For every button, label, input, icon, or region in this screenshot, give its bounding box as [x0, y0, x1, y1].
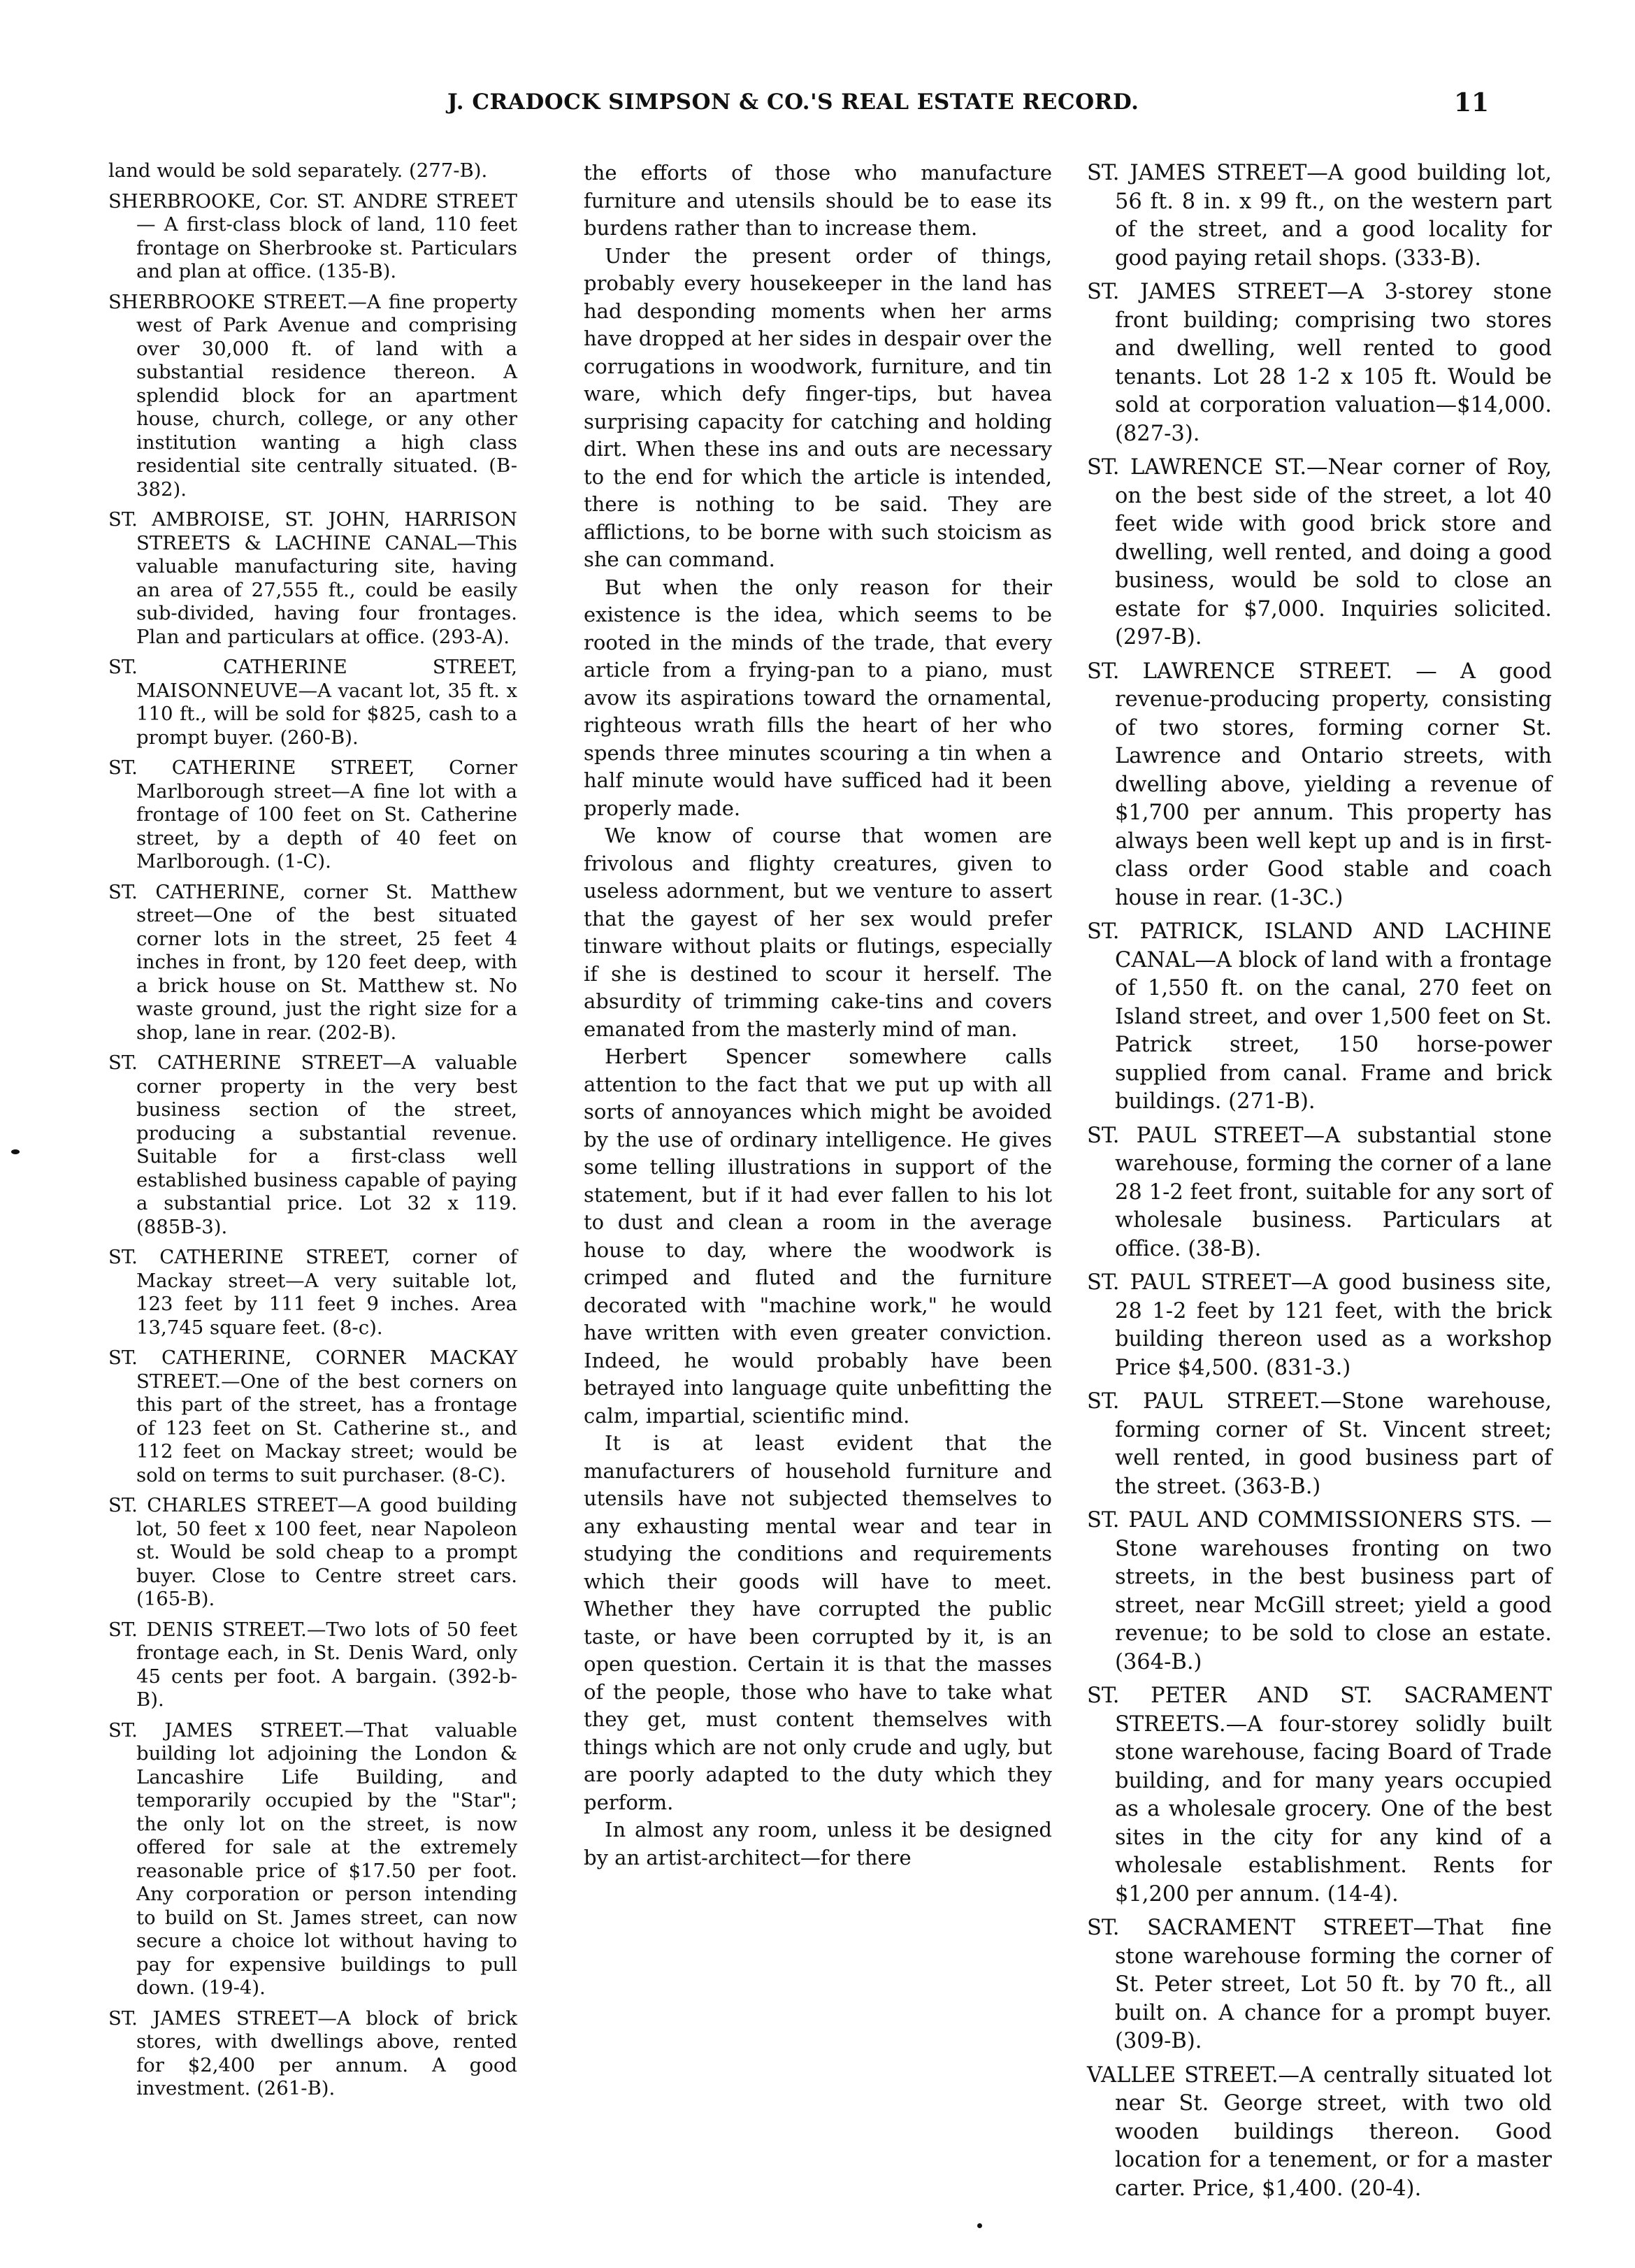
listing: ST. PAUL STREET—A good business site, 28 1-2 feet by 121 feet, with the brick building thereon used as a workshop Price $4,500. (831-3.) [1087, 1270, 1552, 1380]
margin-speck [977, 2223, 982, 2228]
listing: ST. DENIS STREET.—Two lots of 50 feet frontage each, in St. Denis Ward, only 45 cents per foot. A bargain. (392-b-B). [108, 1618, 517, 1711]
column-1-listings [108, 159, 517, 2108]
article-paragraph: But when the only reason for their existence is the idea, which seems to be rooted in the minds of the trade, that every article from a frying-pan to a piano, must avow its aspirations toward the ornamental, righteous wrath fills the heart of her who spends three minutes scouring a tin when a half minute would have sufficed had it been properly made. [584, 575, 1052, 820]
listing: VALLEE STREET.—A centrally situated lot near St. George street, with two old wooden buildings thereon. Good location for a tenement, or for a master carter. Price, $1,400. (20-4). [1087, 2062, 1552, 2201]
article-paragraph: Under the present order of things, probably every housekeeper in the land has had desponding moments when her arms have dropped at her sides in despair over the corrugations in woodwork, furniture, and tin ware, which defy finger-tips, but havea surprising capacity for catching and holding dirt. When these ins and outs are necessary to the end for which the article is intended, there is nothing to be said. They are afflictions, to be borne with such stoicism as she can command. [584, 243, 1052, 571]
listing: ST. JAMES STREET.—That valuable building lot adjoining the London & Lancashire Life Building, and temporarily occupied by the "Star"; the only lot on the street, is now offered for sale at the extremely reasonable price of $17.50 per foot. Any corporation or person intending to build on St. James street, can now secure a choice lot without having to pay for expensive buildings to pull down. (19-4). [108, 1718, 517, 1999]
listing: ST. CATHERINE STREET, Corner Marlborough street—A fine lot with a frontage of 100 feet on St. Catherine street, by a depth of 40 feet on Marlborough. (1-C). [108, 756, 517, 873]
margin-speck [11, 1149, 20, 1154]
listing: SHERBROOKE STREET.—A fine property west of Park Avenue and comprising over 30,000 ft. of land with a substantial residence thereon. A splendid block for an apartment house, church, college, or any other institution wanting a high class residential site centrally situated. (B-382). [108, 290, 517, 501]
listing: ST. CATHERINE STREET, MAISONNEUVE—A vacant lot, 35 ft. x 110 ft., will be sold for $825, cash to a prompt buyer. (260-B). [108, 656, 517, 749]
listing: ST. SACRAMENT STREET—That fine stone warehouse forming the corner of St. Peter street, Lot 50 ft. by 70 ft., all built on. A chance for a prompt buyer. (309-B). [1087, 1916, 1552, 2053]
running-head: J. CRADOCK SIMPSON & CO.'S REAL ESTATE RECORD. [447, 89, 1139, 115]
listing: ST. CHARLES STREET—A good building lot, 50 feet x 100 feet, near Napoleon st. Would be sold cheap to a prompt buyer. Close to Centre street cars. (165-B). [108, 1494, 517, 1610]
listing: ST. PETER AND ST. SACRAMENT STREETS.—A four-storey solidly built stone warehouse, facing Board of Trade building, and for many years occupied as a wholesale grocery. One of the best sites in the city for any kind of a wholesale establishment. Rents for $1,200 per annum. (14-4). [1087, 1684, 1552, 1907]
article-paragraph: We know of course that women are frivolous and flighty creatures, given to useless adornment, but we venture to assert that the gayest of her sex would prefer tinware without plaits or flutings, especially if she is destined to scour it herself. The absurdity of trimming cake-tins and covers emanated from the masterly mind of man. [584, 824, 1052, 1041]
listing: ST. CATHERINE STREET—A valuable corner property in the very best business section of the street, producing a substantial revenue. Suitable for a first-class well established business capable of paying a substantial price. Lot 32 x 119. (885B-3). [108, 1052, 517, 1238]
listing: ST. AMBROISE, ST. JOHN, HARRISON STREETS & LACHINE CANAL—This valuable manufacturing site, having an area of 27,555 ft., could be easily sub-divided, having four frontages. Plan and particulars at office. (293-A). [108, 508, 517, 648]
column-2-article [584, 159, 1052, 1872]
listing: ST. PAUL AND COMMISSIONERS STS. —Stone warehouses fronting on two streets, in the best business part of street, near McGill street; yield a good revenue; to be sold to close an estate. (364-B.) [1087, 1508, 1552, 1674]
listing: ST. LAWRENCE ST.—Near corner of Roy, on the best side of the street, a lot 40 feet wide with good brick store and dwelling, well rented, and doing a good business, would be sold to close an estate for $7,000. Inquiries solicited. (297-B). [1087, 455, 1552, 649]
listing: ST. CATHERINE STREET, corner of Mackay street—A very suitable lot, 123 feet by 111 feet 9 inches. Area 13,745 square feet. (8-c). [108, 1246, 517, 1339]
listing: ST. CATHERINE, CORNER MACKAY STREET.—One of the best corners on this part of the street, has a frontage of 123 feet on St. Catherine st., and 112 feet on Mackay street; would be sold on terms to suit purchaser. (8-C). [108, 1347, 517, 1486]
article-paragraph: It is at least evident that the manufacturers of household furniture and utensils have not subjected themselves to any exhausting mental wear and tear in studying the conditions and requirements which their goods will have to meet. Whether they have corrupted the public taste, or have been corrupted by it, is an open question. Certain it is that the masses of the people, those who have to take what they get, must content themselves with things which are not only crude and ugly, but are poorly adapted to the duty which they perform. [584, 1431, 1052, 1814]
article-paragraph: In almost any room, unless it be designed by an artist-architect—for there [584, 1818, 1052, 1869]
listing: ST. JAMES STREET—A good building lot, 56 ft. 8 in. x 99 ft., on the western part of the street, and a good locality for good paying retail shops. (333-B). [1087, 161, 1552, 271]
listing: ST. PATRICK, ISLAND AND LACHINE CANAL—A block of land with a frontage of 1,550 ft. on the canal, 270 feet on Island street, and over 1,500 feet on St. Patrick street, 150 horse-power supplied from canal. Frame and brick buildings. (271-B). [1087, 919, 1552, 1114]
listing: land would be sold separately. (277-B). [108, 159, 488, 182]
page-header [0, 89, 1635, 131]
listing: ST. JAMES STREET—A 3-storey stone front building; comprising two stores and dwelling, well rented to good tenants. Lot 28 1-2 x 105 ft. Would be sold at corporation valuation—$14,000. (827-3). [1087, 280, 1552, 446]
article-paragraph: Herbert Spencer somewhere calls attention to the fact that we put up with all sorts of annoyances which might be avoided by the use of ordinary intelligence. He gives some telling illustrations in support of the statement, but if it had ever fallen to his lot to dust and clean a room in the average house to day, where the woodwork is crimped and fluted and the furniture decorated with "machine work," he would have written with even greater conviction. Indeed, he would probably have been betrayed into language quite unbefitting the calm, impartial, scientific mind. [584, 1045, 1052, 1428]
listing: ST. PAUL STREET—A substantial stone warehouse, forming the corner of a lane 28 1-2 feet front, suitable for any sort of wholesale business. Particulars at office. (38-B). [1087, 1123, 1552, 1261]
listing: ST. JAMES STREET—A block of brick stores, with dwellings above, rented for $2,400 per annum. A good investment. (261-B). [108, 2007, 517, 2100]
listing: ST. CATHERINE, corner St. Matthew street—One of the best situated corner lots in the street, 25 feet 4 inches in front, by 120 feet deep, with a brick house on St. Matthew st. No waste ground, just the right size for a shop, lane in rear. (202-B). [108, 880, 517, 1044]
page-number: 11 [1454, 88, 1490, 117]
listing: SHERBROOKE, Cor. ST. ANDRE STREET — A first-class block of land, 110 feet frontage on Sherbrooke st. Particulars and plan at office. (135-B). [108, 189, 517, 282]
article-paragraph: the efforts of those who manufacture furniture and utensils should be to ease its burdens rather than to increase them. [584, 161, 1052, 240]
column-3-listings [1087, 159, 1552, 2209]
listing: ST. PAUL STREET.—Stone warehouse, forming corner of St. Vincent street; well rented, in good business part of the street. (363-B.) [1087, 1389, 1552, 1499]
listing: ST. LAWRENCE STREET. — A good revenue-producing property, consisting of two stores, forming corner St. Lawrence and Ontario streets, with dwelling above, yielding a revenue of $1,700 per annum. This property has always been well kept up and is in first-class order Good stable and coach house in rear. (1-3C.) [1087, 659, 1552, 910]
